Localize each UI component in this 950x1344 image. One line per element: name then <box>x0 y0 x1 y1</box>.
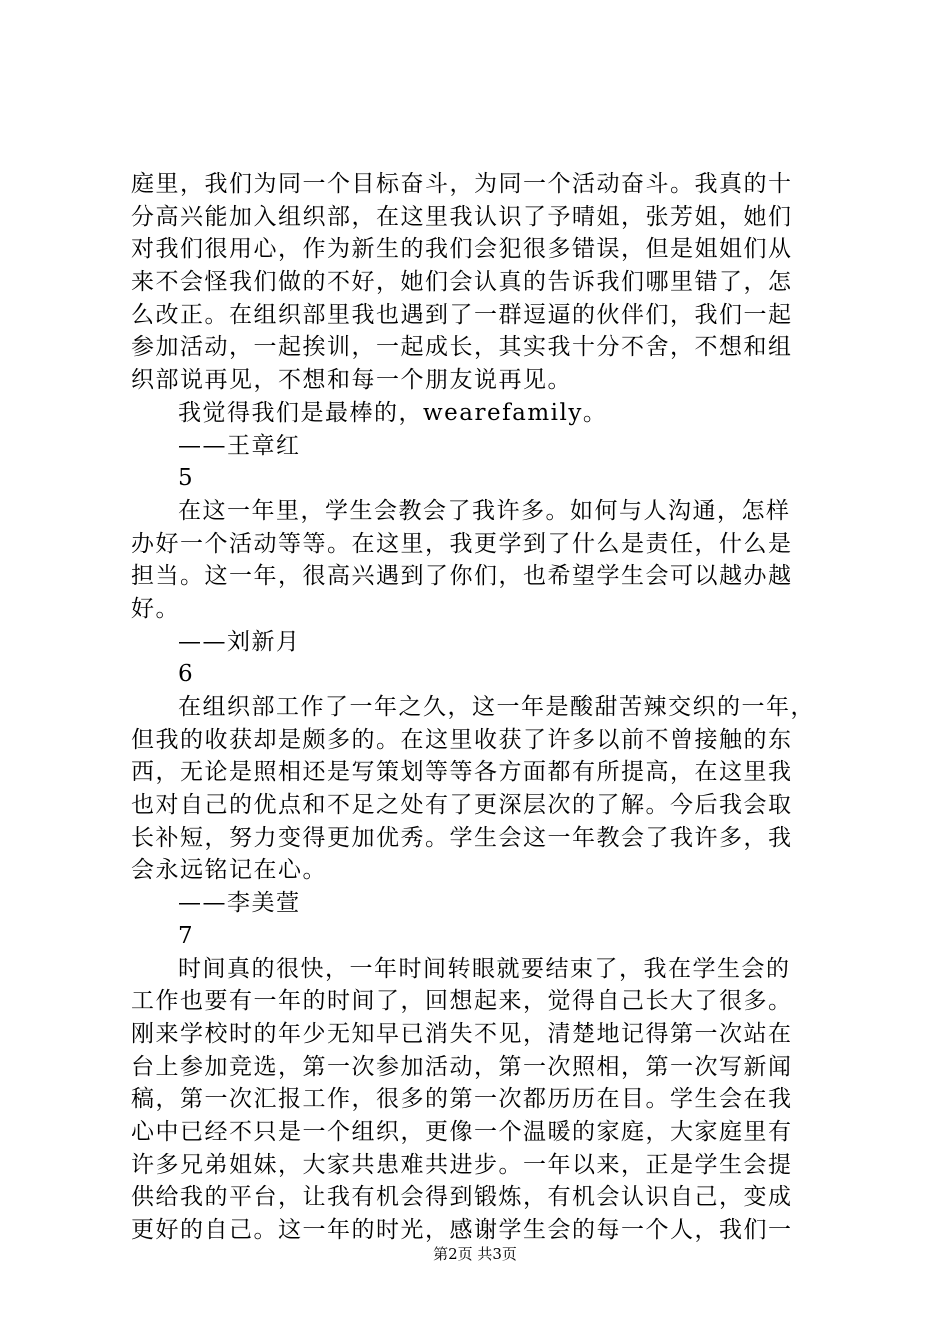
text-line: 西，无论是照相还是写策划等等各方面都有所提高，在这里我 <box>131 759 793 786</box>
section-number: 6 <box>178 661 195 688</box>
text-line: 工作也要有一年的时间了，回想起来，觉得自己长大了很多。 <box>131 988 793 1015</box>
text-line: 长补短，努力变得更加优秀。学生会这一年教会了我许多，我 <box>131 824 793 851</box>
text-line: 刚来学校时的年少无知早已消失不见，清楚地记得第一次站在 <box>131 1020 793 1047</box>
text-line: 在组织部工作了一年之久，这一年是酸甜苦辣交织的一年， <box>178 694 815 720</box>
text-line: 会永远铭记在心。 <box>131 857 327 884</box>
text-line: 对我们很用心，作为新生的我们会犯很多错误，但是姐姐们从 <box>131 236 793 263</box>
author-signature: ——刘新月 <box>178 628 301 655</box>
text-line: 参加活动，一起挨训，一起成长，其实我十分不舍，不想和组 <box>131 334 793 361</box>
text-line: 更好的自己。这一年的时光，感谢学生会的每一个人，我们一 <box>131 1217 793 1243</box>
text-line: 办好一个活动等等。在这里，我更学到了什么是责任，什么是 <box>131 530 793 557</box>
text-line: 织部说再见，不想和每一个朋友说再见。 <box>131 367 572 394</box>
section-number: 5 <box>178 465 195 492</box>
author-signature: ——李美萱 <box>178 890 301 917</box>
text-line: 但我的收获却是颇多的。在这里收获了许多以前不曾接触的东 <box>131 726 793 753</box>
text-line: 台上参加竞选，第一次参加活动，第一次照相，第一次写新闻 <box>131 1053 793 1080</box>
body-text <box>131 168 846 1247</box>
page-footer: 第2页 共3页 <box>433 1245 517 1263</box>
text-line: 时间真的很快，一年时间转眼就要结束了，我在学生会的 <box>178 955 791 982</box>
text-line: 好。 <box>131 595 180 622</box>
text-line: 么改正。在组织部里我也遇到了一群逗逼的伙伴们，我们一起 <box>131 301 793 328</box>
text-line: 我觉得我们是最棒的，wearefamily。 <box>178 399 608 426</box>
section-number: 7 <box>178 922 195 949</box>
text-line: 供给我的平台，让我有机会得到锻炼，有机会认识自己，变成 <box>131 1184 793 1211</box>
text-line: 心中已经不只是一个组织，更像一个温暖的家庭，大家庭里有 <box>131 1118 793 1145</box>
text-line: 来不会怪我们做的不好，她们会认真的告诉我们哪里错了，怎 <box>131 269 793 296</box>
text-line: 稿，第一次汇报工作，很多的第一次都历历在目。学生会在我 <box>131 1086 793 1113</box>
text-line: 在这一年里，学生会教会了我许多。如何与人沟通，怎样 <box>178 497 791 524</box>
text-line: 庭里，我们为同一个目标奋斗，为同一个活动奋斗。我真的十 <box>131 171 793 197</box>
text-line: 许多兄弟姐妹，大家共患难共进步。一年以来，正是学生会提 <box>131 1151 793 1178</box>
text-line: 分高兴能加入组织部，在这里我认识了予晴姐，张芳姐，她们 <box>131 203 793 230</box>
author-signature: ——王章红 <box>178 432 301 459</box>
text-line: 也对自己的优点和不足之处有了更深层次的了解。今后我会取 <box>131 792 793 819</box>
text-line: 担当。这一年，很高兴遇到了你们，也希望学生会可以越办越 <box>131 563 793 590</box>
